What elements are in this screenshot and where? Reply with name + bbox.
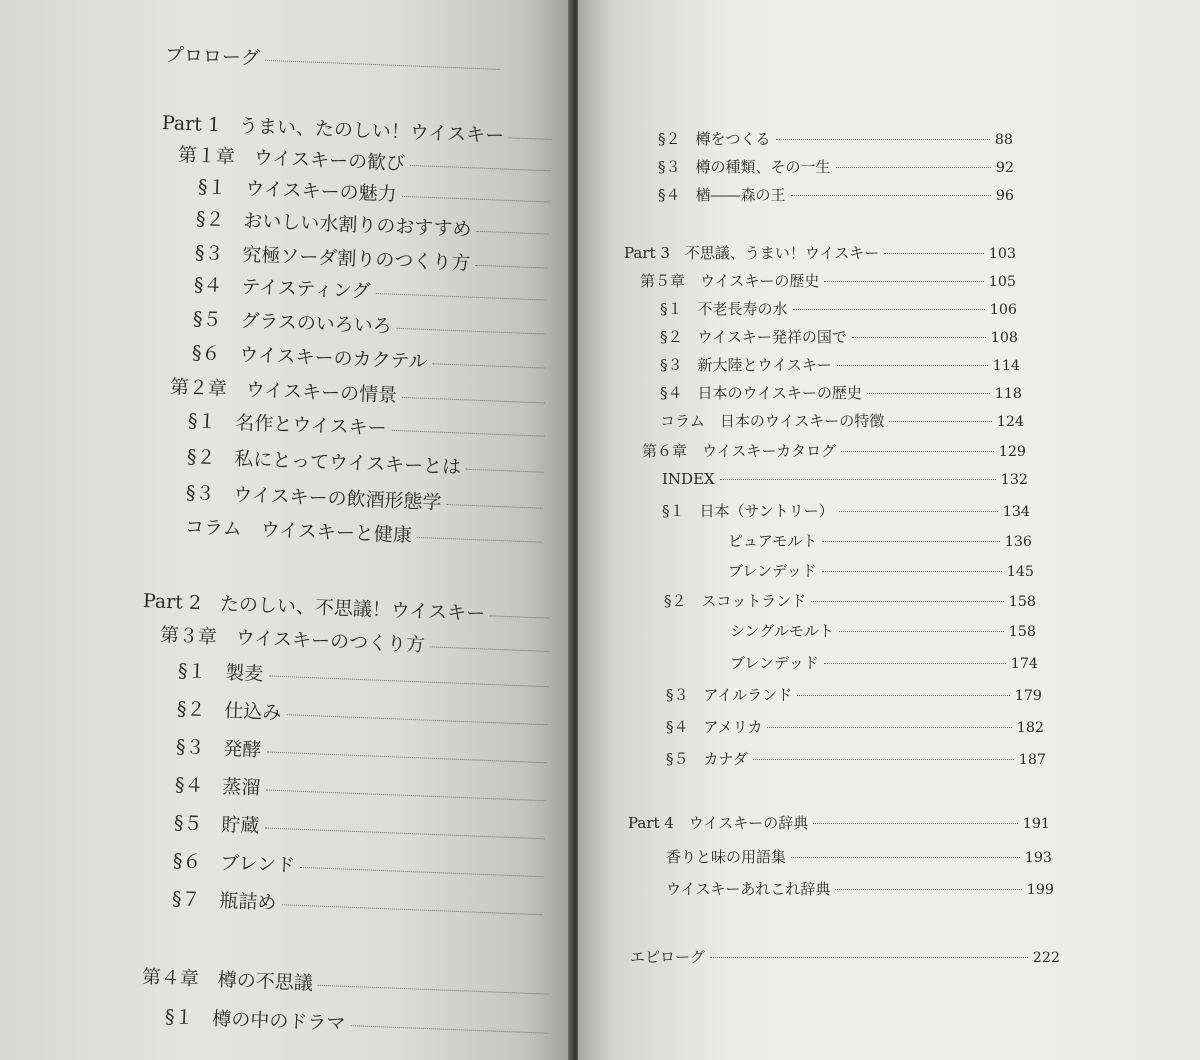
toc-entry: [630, 946, 1060, 967]
toc-entry: [728, 560, 1034, 581]
toc-entry: [628, 812, 1050, 833]
toc-label: ピュアモルト: [728, 532, 818, 550]
toc-page-number: 114: [992, 358, 1020, 374]
toc-label: INDEX: [662, 470, 715, 488]
toc-label: ウイスキーあれこれ辞典: [666, 880, 831, 898]
toc-label: §２ 私にとってウイスキーとは: [186, 446, 462, 479]
dot-leader: [791, 195, 991, 196]
toc-label: §４ 蒸溜: [174, 774, 261, 800]
dot-leader: [793, 309, 985, 310]
toc-label: シングルモルト: [730, 622, 834, 640]
toc-page-number: 108: [990, 330, 1018, 346]
toc-entry: [171, 884, 548, 925]
toc-label: §３ 究極ソーダ割りのつくり方: [194, 242, 471, 275]
left-page: [0, 0, 572, 1060]
dot-leader: [446, 504, 542, 509]
toc-label: §３ 発酵: [175, 736, 262, 762]
dot-leader: [318, 985, 549, 995]
toc-entry: [173, 808, 550, 849]
toc-page-number: 182: [1016, 720, 1044, 736]
dot-leader: [841, 451, 994, 452]
dot-leader: [432, 363, 544, 368]
dot-leader: [264, 827, 544, 839]
toc-label: §２ ウイスキー発祥の国で: [660, 328, 847, 346]
toc-page-number: 158: [1008, 594, 1036, 610]
dot-leader: [822, 571, 1002, 572]
toc-label: ブレンデッド: [730, 654, 819, 672]
dot-leader: [466, 469, 544, 473]
toc-label: ブレンデッド: [728, 562, 817, 580]
toc-page-number: 118: [994, 386, 1022, 402]
toc-label: §５ グラスのいろいろ: [192, 308, 393, 338]
toc-label: プロローグ: [164, 44, 261, 70]
toc-entry: [186, 442, 549, 483]
toc-entry: [662, 500, 1030, 521]
toc-entry: [666, 878, 1054, 899]
toc-entry: [660, 410, 1024, 431]
dot-leader: [401, 196, 550, 203]
toc-entry: [660, 326, 1018, 347]
dot-leader: [884, 253, 984, 254]
toc-label: 第６章 ウイスキーカタログ: [642, 442, 837, 460]
dot-leader: [430, 646, 549, 652]
toc-label: §３ ウイスキーの飲酒形態学: [185, 482, 442, 514]
toc-entry: [141, 962, 554, 1005]
dot-leader: [835, 889, 1021, 890]
toc-entry: [664, 590, 1036, 611]
toc-page-number: 136: [1004, 534, 1032, 550]
toc-entry: [192, 304, 551, 345]
toc-label: 第１章 ウイスキーの歓び: [177, 144, 406, 175]
toc-page-number: 134: [1002, 504, 1030, 520]
dot-leader: [265, 60, 500, 70]
toc-label: コラム ウイスキーと健康: [184, 516, 413, 547]
dot-leader: [268, 675, 548, 687]
dot-leader: [839, 631, 1004, 632]
toc-label: §４ 楢――森の王: [658, 186, 786, 204]
toc-entry: [624, 242, 1016, 263]
toc-page-number: 103: [988, 246, 1016, 262]
toc-label: §１ 日本（サントリー）: [662, 502, 834, 520]
toc-label: §１ 不老長寿の水: [660, 300, 788, 318]
dot-leader: [753, 759, 1014, 760]
toc-entry: [164, 40, 505, 80]
dot-leader: [836, 167, 991, 168]
toc-entry: [666, 684, 1042, 705]
dot-leader: [476, 231, 548, 235]
toc-page-number: 129: [998, 444, 1026, 460]
dot-leader: [265, 789, 545, 801]
toc-entry: [730, 652, 1038, 673]
toc-entry: [164, 1002, 553, 1044]
dot-leader: [391, 430, 544, 437]
toc-label: §６ ウイスキーのカクテル: [191, 342, 428, 374]
toc-label: §３ 樽の種類、その一生: [658, 158, 831, 176]
toc-label: 第３章 ウイスキーのつくり方: [159, 624, 426, 657]
toc-entry: [662, 470, 1028, 488]
toc-page-number: 88: [994, 132, 1013, 148]
toc-label: §２ スコットランド: [664, 592, 807, 610]
toc-label: §６ ブレンド: [172, 850, 296, 877]
toc-entry: [640, 270, 1016, 291]
toc-page-number: 199: [1026, 882, 1054, 898]
toc-label: §１ 名作とウイスキー: [187, 410, 387, 440]
right-page: [578, 0, 1200, 1060]
toc-entry: [187, 406, 550, 447]
toc-entry: [658, 184, 1014, 205]
toc-page-number: 106: [989, 302, 1017, 318]
toc-label: §４ 日本のウイスキーの歴史: [660, 384, 862, 402]
toc-label: §７ 瓶詰め: [171, 888, 277, 915]
toc-entry: [191, 338, 550, 379]
dot-leader: [710, 957, 1028, 958]
dot-leader: [811, 601, 1004, 602]
dot-leader: [490, 615, 550, 618]
toc-label: Part 4 ウイスキーの辞典: [628, 814, 809, 832]
toc-page-number: 187: [1018, 752, 1046, 768]
dot-leader: [791, 857, 1020, 858]
dot-leader: [776, 139, 990, 140]
toc-page-number: 96: [995, 188, 1014, 204]
toc-page-number: 105: [988, 274, 1016, 290]
toc-entry: [658, 128, 1013, 149]
toc-entry: [658, 156, 1014, 177]
toc-entry: [666, 846, 1052, 867]
toc-entry: [177, 656, 554, 697]
toc-entry: [174, 770, 551, 811]
toc-label: §４ テイスティング: [193, 274, 371, 303]
toc-label: 香りと味の用語集: [666, 848, 787, 866]
toc-label: Part 3 不思議、うまい！ウイスキー: [624, 244, 880, 262]
toc-entry: [642, 440, 1026, 461]
dot-leader: [767, 727, 1011, 728]
toc-label: 第２章 ウイスキーの情景: [169, 376, 398, 407]
toc-label: エピローグ: [630, 948, 706, 966]
dot-leader: [839, 511, 998, 512]
dot-leader: [822, 541, 999, 542]
dot-leader: [417, 537, 542, 543]
toc-label: §１ ウイスキーの魅力: [197, 176, 397, 206]
dot-leader: [286, 714, 547, 725]
toc-label: §５ 貯蔵: [173, 812, 260, 838]
toc-entry: [666, 748, 1046, 769]
dot-leader: [797, 695, 1010, 696]
dot-leader: [397, 328, 546, 335]
toc-entry: [730, 620, 1036, 641]
dot-leader: [813, 823, 1018, 824]
toc-entry: [666, 716, 1044, 737]
toc-label: §５ カナダ: [666, 750, 748, 768]
toc-entry: [176, 694, 553, 735]
toc-entry: [660, 382, 1022, 403]
toc-label: §２ 仕込み: [176, 698, 282, 725]
toc-label: 第４章 樽の不思議: [141, 966, 314, 995]
dot-leader: [852, 337, 986, 338]
toc-page-number: 145: [1006, 564, 1034, 580]
dot-leader: [867, 393, 990, 394]
dot-leader: [402, 397, 545, 403]
toc-label: §２ 樽をつくる: [658, 130, 771, 148]
dot-leader: [375, 293, 546, 301]
toc-page-number: 132: [1000, 472, 1028, 488]
dot-leader: [410, 165, 551, 171]
toc-page-number: 124: [996, 414, 1024, 430]
toc-page-number: 222: [1032, 950, 1060, 966]
toc-page-number: 174: [1010, 656, 1038, 672]
dot-leader: [720, 479, 996, 480]
dot-leader: [824, 663, 1006, 664]
dot-leader: [837, 365, 988, 366]
dot-leader: [266, 751, 546, 763]
toc-page-number: 92: [995, 160, 1014, 176]
toc-page-number: 193: [1024, 850, 1052, 866]
dot-leader: [350, 1025, 547, 1034]
toc-entry: [660, 354, 1020, 375]
toc-entry: [728, 530, 1032, 551]
toc-entry: [185, 478, 548, 519]
toc-label: Part 2 たのしい、不思議！ウイスキー: [142, 590, 486, 626]
toc-label: §３ アイルランド: [666, 686, 793, 704]
toc-page-number: 191: [1022, 816, 1050, 832]
toc-entry: [660, 298, 1017, 319]
dot-leader: [300, 867, 544, 877]
toc-entry: [175, 732, 552, 773]
dot-leader: [824, 281, 983, 282]
toc-page-number: 179: [1014, 688, 1042, 704]
toc-label: 第５章 ウイスキーの歴史: [640, 272, 820, 290]
toc-entry: [184, 512, 547, 553]
toc-label: Part 1 うまい、たのしい！ウイスキー: [161, 112, 505, 148]
toc-label: §２ おいしい水割りのおすすめ: [195, 208, 472, 241]
dot-leader: [889, 421, 992, 422]
toc-label: §３ 新大陸とウイスキー: [660, 356, 832, 374]
toc-label: §４ アメリカ: [666, 718, 763, 736]
toc-label: §１ 樽の中のドラマ: [164, 1006, 346, 1035]
dot-leader: [509, 137, 552, 140]
dot-leader: [475, 265, 547, 269]
toc-entry: [172, 846, 549, 887]
dot-leader: [281, 904, 542, 915]
toc-page-number: 158: [1008, 624, 1036, 640]
toc-label: コラム 日本のウイスキーの特徴: [660, 412, 885, 430]
toc-label: §１ 製麦: [177, 660, 264, 686]
